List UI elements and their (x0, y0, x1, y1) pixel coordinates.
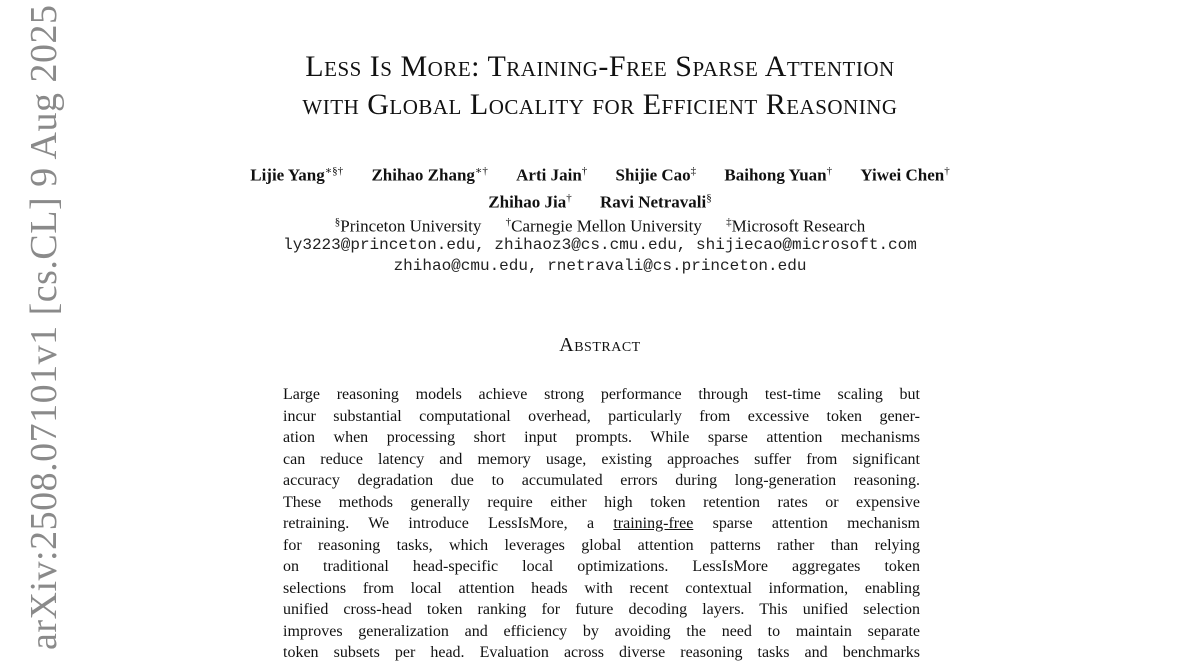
author: Zhihao Jia† (488, 191, 572, 212)
abstract-body (283, 384, 920, 664)
author: Baihong Yuan† (724, 165, 833, 185)
abstract-line: accuracy degradation due to accumulated errors during long-generation reasoning. (283, 472, 920, 489)
abstract-line: for reasoning tasks, which leverages global attention patterns rather than relying (283, 536, 920, 554)
email-line-1: ly3223@princeton.edu, zhihaoz3@cs.cmu.edu, shijiecao@microsoft.com (283, 236, 917, 254)
abstract-line: on traditional head-specific local optimizations. LessIsMore aggregates token (283, 558, 920, 575)
author: Ravi Netravali§ (599, 191, 712, 212)
abstract-line: ation when processing short input prompts. While sparse attention mechanisms (283, 429, 920, 446)
abstract-line: unified cross-head token ranking for future decoding layers. This unified selection (283, 601, 920, 618)
email-line-2: zhihao@cmu.edu, rnetravali@cs.princeton.edu (393, 257, 807, 275)
abstract-line: token subsets per head. Evaluation across diverse reasoning tasks and benchmarks (283, 644, 920, 661)
abstract-heading: Abstract (559, 334, 641, 356)
abstract-line: improves generalization and efficiency by avoiding the need to maintain separate (283, 622, 920, 640)
emphasis-underline: training-free (613, 515, 694, 532)
author: Shijie Cao‡ (615, 165, 697, 185)
affiliation: §Princeton University (334, 216, 482, 236)
author-list (0, 160, 1200, 213)
abstract-line: Large reasoning models achieve strong performance through test-time scaling but (283, 386, 920, 403)
author-row-1 (0, 160, 1200, 187)
abstract-line: can reduce latency and memory usage, existing approaches suffer from significant (283, 450, 920, 468)
author: Lijie Yang∗§† (250, 165, 344, 185)
abstract-line: These methods generally require either high token retention rates or expensive (283, 493, 920, 511)
abstract-line: retraining. We introduce LessIsMore, a training-free sparse attention mechanism (283, 515, 920, 532)
email-list (0, 235, 1200, 277)
author: Yiwei Chen† (860, 165, 950, 185)
title-line-2: with Global Locality for Efficient Reasoning (302, 88, 898, 121)
affiliation-list (0, 211, 1200, 238)
author-row-2 (0, 187, 1200, 214)
affiliation: †Carnegie Mellon University (505, 216, 702, 236)
abstract-line: selections from local attention heads with recent contextual information, enabling (283, 579, 920, 597)
author: Zhihao Zhang∗† (371, 165, 488, 185)
abstract-line: incur substantial computational overhead, particularly from excessive token gener- (283, 407, 920, 425)
affiliation: ‡Microsoft Research (726, 216, 866, 236)
author: Arti Jain† (516, 165, 588, 185)
paper-title (0, 48, 1200, 124)
arxiv-identifier-stamp: arXiv:2508.07101v1 [cs.CL] 9 Aug 2025 (23, 4, 65, 650)
title-line-1: Less Is More: Training-Free Sparse Attention (305, 50, 895, 83)
